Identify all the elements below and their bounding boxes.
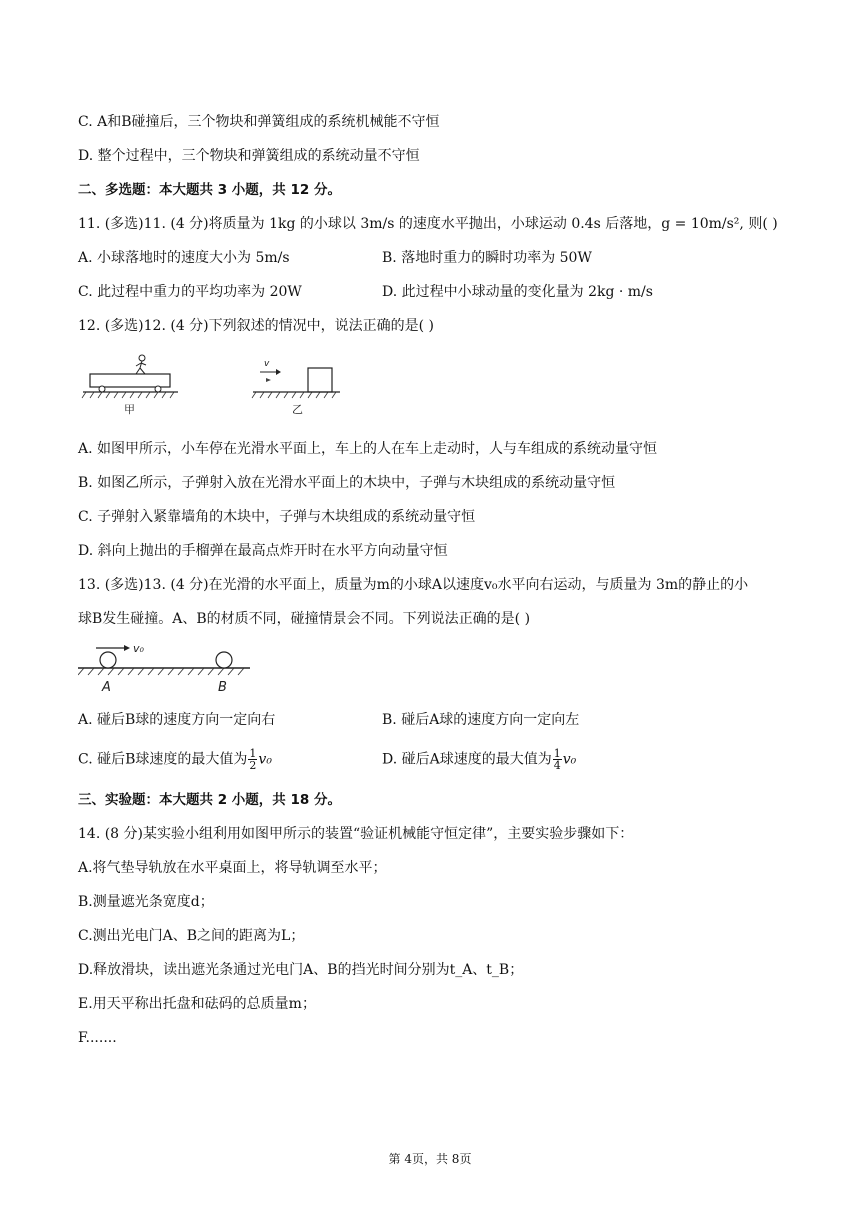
q11-option-c: C. 此过程中重力的平均功率为 20W [78,284,302,300]
q13-option-d-text: D. 碰后A球速度的最大值为 [382,751,552,768]
ball-b [216,652,232,668]
q14-step-d: D.释放滑块，读出遮光条通过光电门A、B的挡光时间分别为t_A、t_B； [78,962,524,978]
ball-a [100,652,116,668]
q13-figure [78,640,258,698]
q11-option-b: B. 落地时重力的瞬时功率为 50W [382,250,592,266]
question-11: 11. (多选)11. (4 分)将质量为 1kg 的小球以 3m/s 的速度水平抛出，小球运动 0.4s 后落地，g = 10m/s², 则( ) [78,216,778,232]
question-13-line1: 13. (多选)13. (4 分)在光滑的水平面上，质量为m的小球A以速度v₀水平向右运动，与质量为 3m的静止的小 [78,577,749,593]
q13-v0-label: v₀ [133,642,144,655]
q12-option-b: B. 如图乙所示，子弹射入放在光滑水平面上的木块中，子弹与木块组成的系统动量守恒 [78,475,616,491]
v0-symbol: v₀ [258,751,272,768]
figure-yi-label: 乙 [292,403,303,416]
q13-option-d [382,748,576,771]
q13-option-c [78,748,272,771]
option-d-prev: D. 整个过程中，三个物块和弹簧组成的系统动量不守恒 [78,148,420,164]
q13-option-b: B. 碰后A球的速度方向一定向左 [382,712,580,728]
q11-option-a: A. 小球落地时的速度大小为 5m/s [78,250,290,266]
figure-jia-label: 甲 [124,403,135,416]
q13-label-b: B [218,680,227,695]
figure-yi-v-label: v [264,359,270,369]
option-c-prev: C. A和B碰撞后，三个物块和弹簧组成的系统机械能不守恒 [78,114,440,130]
fraction-half: $\frac{1}{2}$ [249,747,257,772]
q14-step-a: A.将气垫导轨放在水平桌面上，将导轨调至水平； [78,860,387,876]
q12-option-a: A. 如图甲所示，小车停在光滑水平面上，车上的人在车上走动时，人与车组成的系统动量守恒 [78,441,658,457]
q12-option-c: C. 子弹射入紧靠墙角的木块中，子弹与木块组成的系统动量守恒 [78,509,476,525]
v0-symbol: v₀ [562,751,577,768]
page-footer: 第 4页，共 8页 [388,1152,472,1166]
question-13-line2: 球B发生碰撞。A、B的材质不同，碰撞情景会不同。下列说法正确的是( ) [78,611,531,627]
figure-jia [82,355,178,416]
q14-step-f: F....... [78,1030,117,1046]
figure-yi [252,359,340,416]
q12-figures [78,350,358,420]
question-12: 12. (多选)12. (4 分)下列叙述的情况中，说法正确的是( ) [78,318,435,334]
fraction-quarter: $\frac{1}{4}$ [553,747,561,772]
question-14: 14. (8 分)某实验小组利用如图甲所示的装置“验证机械能守恒定律”，主要实验步骤如下： [78,826,634,842]
q13-label-a: A [102,680,111,695]
q13-option-c-text: C. 碰后B球速度的最大值为 [78,751,248,768]
q13-option-a: A. 碰后B球的速度方向一定向右 [78,712,276,728]
section-3-title: 三、实验题：本大题共 2 小题，共 18 分。 [78,792,341,808]
q14-step-b: B.测量遮光条宽度d； [78,894,214,910]
section-2-title: 二、多选题：本大题共 3 小题，共 12 分。 [78,182,341,198]
q14-step-e: E.用天平称出托盘和砝码的总质量m； [78,996,316,1012]
q11-option-d: D. 此过程中小球动量的变化量为 2kg · m/s [382,284,653,300]
q12-option-d: D. 斜向上抛出的手榴弹在最高点炸开时在水平方向动量守恒 [78,543,448,559]
q14-step-c: C.测出光电门A、B之间的距离为L； [78,928,305,944]
